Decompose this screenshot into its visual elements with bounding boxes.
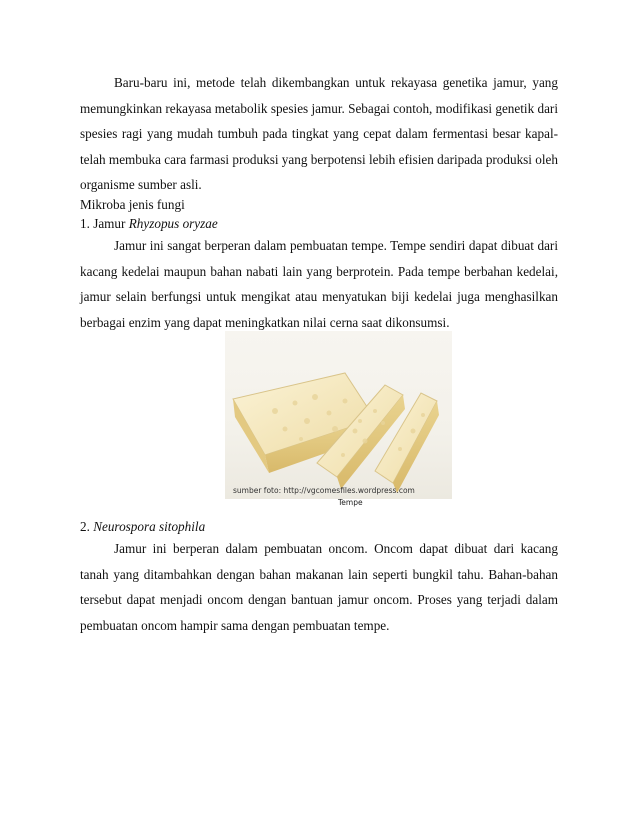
tempe-illustration bbox=[225, 331, 452, 499]
section-heading: Mikroba jenis fungi bbox=[80, 197, 185, 212]
item-1-species: Rhyzopus oryzae bbox=[128, 216, 218, 231]
item-1-prefix: 1. Jamur bbox=[80, 216, 129, 231]
paragraph-intro: Baru-baru ini, metode telah dikembangkan untuk rekayasa genetika jamur, yang memungkinkan rekayasa metabolik spesies jamur. Sebagai contoh, modifikasi genetik dari spesies ragi yang mudah tumbuh pada tingkat yang cepat dalam fermentasi besar kapal-telah membuka cara farmasi produksi yang berpotensi lebih efisien daripada produksi oleh organisme sumber asli. bbox=[80, 75, 558, 192]
photo-credit: sumber foto: http://vgcomesfiles.wordpress.com bbox=[233, 486, 415, 495]
tempe-photo bbox=[225, 331, 452, 499]
item-2-species: Neurospora sitophila bbox=[93, 519, 206, 534]
paragraph-neurospora: Jamur ini berperan dalam pembuatan oncom. Oncom dapat dibuat dari kacang tanah yang ditambahkan dengan bahan makanan lain seperti bungkil tahu. Bahan-bahan tersebut dapat menjadi oncom dengan bantuan jamur oncom. Proses yang terjadi dalam pembuatan oncom hampir sama dengan pembuatan tempe. bbox=[80, 541, 558, 633]
item-2-heading bbox=[80, 517, 558, 537]
paragraph-rhizopus: Jamur ini sangat berperan dalam pembuatan tempe. Tempe sendiri dapat dibuat dari kacang kedelai maupun bahan nabati lain yang berprotein. Pada tempe berbahan kedelai, jamur selain berfungsi untuk mengikat atau menyatukan biji kedelai juga menghasilkan berbagai enzim yang dapat meningkatkan nilai cerna saat dikonsumsi. bbox=[80, 238, 558, 330]
item-2-prefix: 2. bbox=[80, 519, 94, 534]
item-1-heading bbox=[80, 214, 558, 234]
figure-caption: Tempe bbox=[338, 498, 363, 507]
